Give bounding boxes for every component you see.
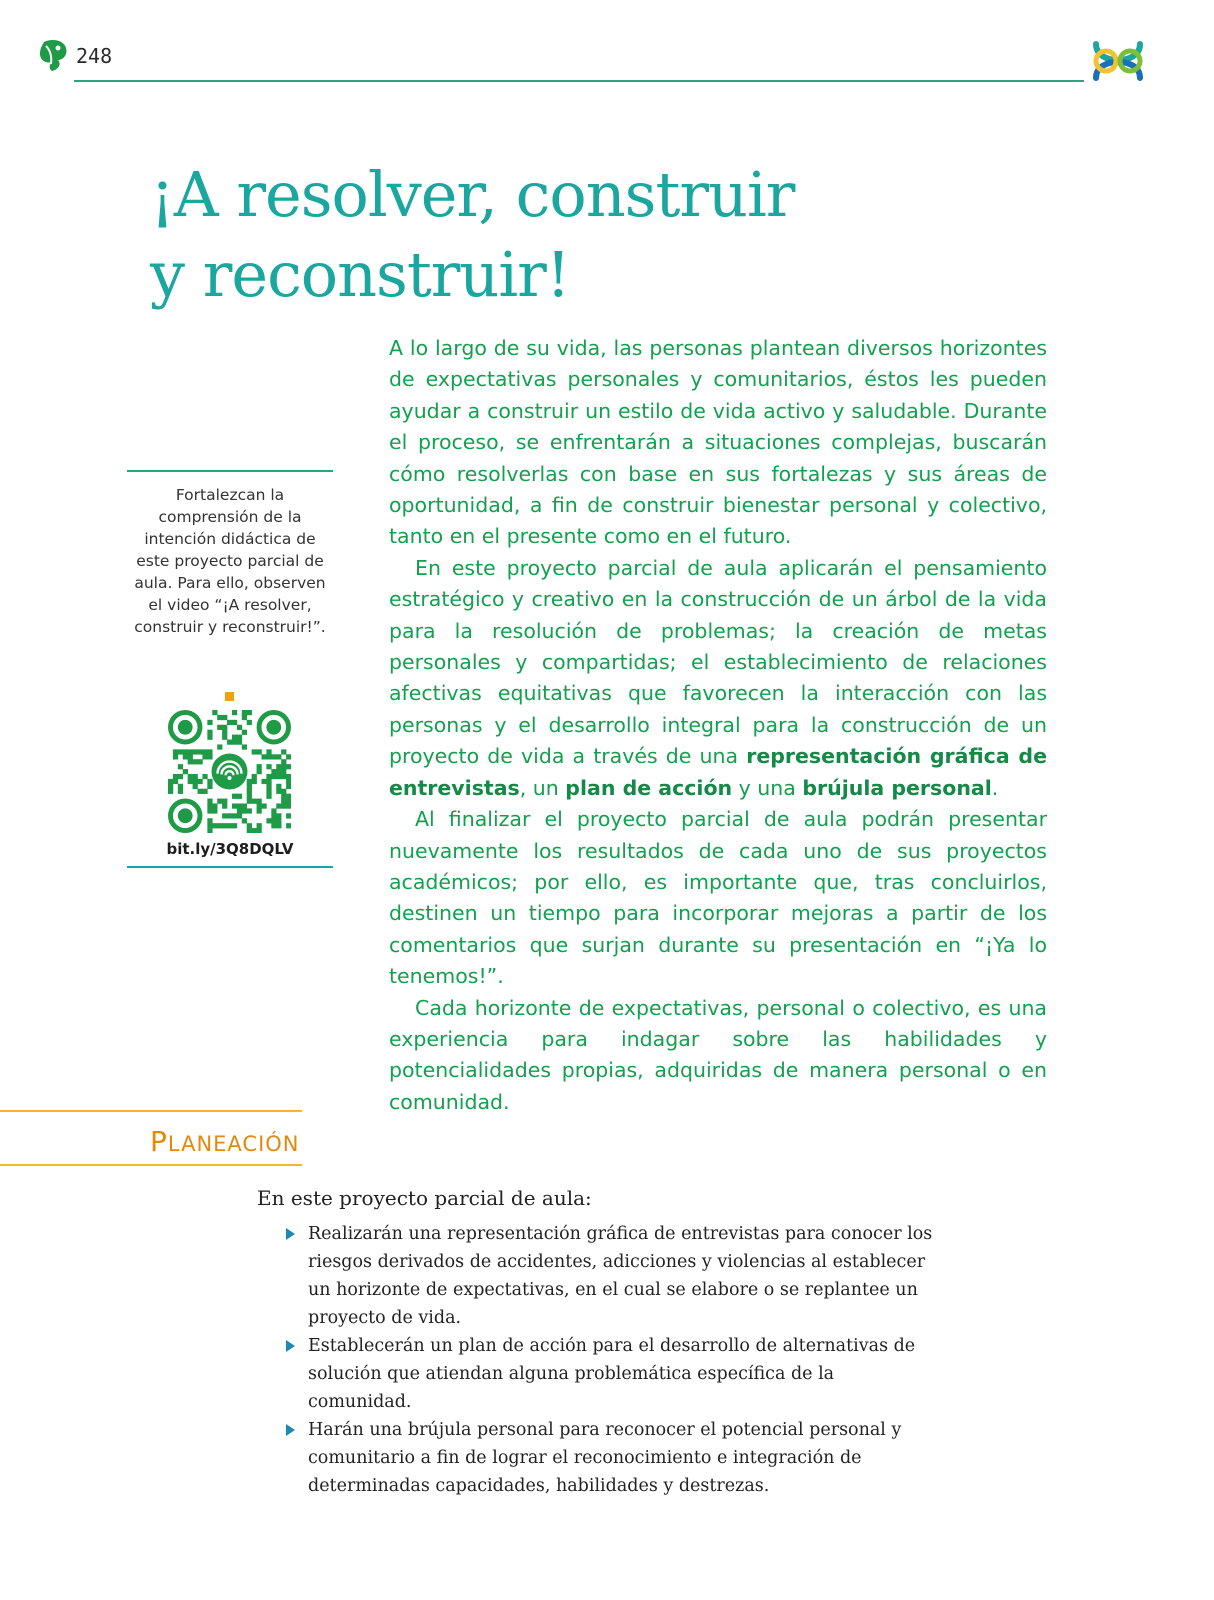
intro-body: [389, 333, 1047, 1118]
triangle-bullet-icon: [286, 1424, 295, 1436]
triangle-bullet-icon: [286, 1228, 295, 1240]
sidebar-bottom-rule: [127, 866, 333, 868]
keyword-graphic-interviews: representación gráfica de entrevistas: [389, 744, 1047, 800]
header-rule: [74, 80, 1084, 82]
paragraph-2-start: En este proyecto parcial de aula aplicarán el pensamiento estratégico y creativo en la construcción de un árbol de la vida para la resolución de problemas; la creación de metas personales y compartidas; el establecimiento de relaciones afectivas equitativas que favorecen la interacción con las personas y el desarrollo integral para la construcción de un proyecto de vida a través de una: [389, 555, 1047, 769]
interlinked-circles-emblem-icon: [1092, 34, 1144, 88]
list-item-text: Harán una brújula personal para reconocer el potencial personal y comunitario a fin de lograr el reconocimiento e integración de determinadas capacidades, habilidades y destrezas.: [308, 1420, 902, 1496]
video-sidebar: [127, 470, 333, 868]
paragraph-2-end: .: [991, 775, 999, 800]
list-item-text: Establecerán un plan de acción para el desarrollo de alternativas de solución que atiendan alguna problemática específica de la comunidad.: [308, 1336, 916, 1412]
intro-paragraph-2: [389, 553, 1047, 804]
page-number: 248: [76, 44, 113, 68]
list-item: [286, 1332, 936, 1416]
planning-top-rule: [0, 1110, 302, 1112]
intro-paragraph-3: Al finalizar el proyecto parcial de aula podrán presentar nuevamente los resultados de cada uno de sus proyectos académicos; por ello, es importante que, tras concluirlos, destinen un tiempo para incorporar mejoras a partir de los comentarios que surjan durante su presentación en “¡Ya lo tenemos!”.: [389, 807, 1047, 989]
planning-heading-initial: P: [150, 1125, 168, 1158]
paragraph-2-mid-2: y una: [732, 775, 803, 800]
page-title-line-1: ¡A resolver, construir: [150, 158, 795, 231]
sidebar-note: Fortalezcan la comprensión de la intención didáctica de este proyecto parcial de aula. Para ello, observen el video “¡A resolver, construir y reconstruir!”.: [134, 486, 326, 636]
triangle-bullet-icon: [286, 1340, 295, 1352]
intro-paragraph-4: Cada horizonte de expectativas, personal o colectivo, es una experiencia para indagar sobre las habilidades y potencialidades propias, adquiridas de manera personal o en comunidad.: [389, 995, 1047, 1114]
sidebar-marker: [225, 692, 234, 701]
planning-intro: En este proyecto parcial de aula:: [257, 1186, 592, 1210]
sidebar-top-rule: [127, 470, 333, 472]
keyword-action-plan: plan de acción: [565, 775, 733, 800]
planning-heading-rest: LANEACIÓN: [167, 1132, 300, 1156]
planning-heading: [150, 1125, 300, 1161]
leaf-emblem-icon: [38, 38, 68, 72]
page-title: [150, 155, 850, 315]
keyword-personal-compass: brújula personal: [802, 775, 992, 800]
intro-paragraph-1: A lo largo de su vida, las personas plantean diversos horizontes de expectativas personales y comunitarios, éstos les pueden ayudar a construir un estilo de vida activo y saludable. Durante el proceso, se enfrentarán a situaciones complejas, buscarán cómo resolverlas con base en sus fortalezas y sus áreas de oportunidad, a fin de construir bienestar personal y colectivo, tanto en el presente como en el futuro.: [389, 336, 1047, 549]
list-item: [286, 1220, 936, 1332]
planning-bottom-rule: [0, 1164, 302, 1166]
list-item-text: Realizarán una representación gráfica de entrevistas para conocer los riesgos derivados de accidentes, adicciones y violencias al establecer un horizonte de expectativas, en el cual se elabore o se replantee un proyecto de vida.: [308, 1224, 933, 1328]
planning-list: [286, 1220, 936, 1500]
page-title-line-2: y reconstruir!: [150, 238, 570, 311]
qr-code-icon[interactable]: [168, 710, 291, 833]
paragraph-2-mid-1: , un: [519, 775, 566, 800]
video-link[interactable]: bit.ly/3Q8DQLV: [166, 840, 294, 858]
list-item: [286, 1416, 936, 1500]
